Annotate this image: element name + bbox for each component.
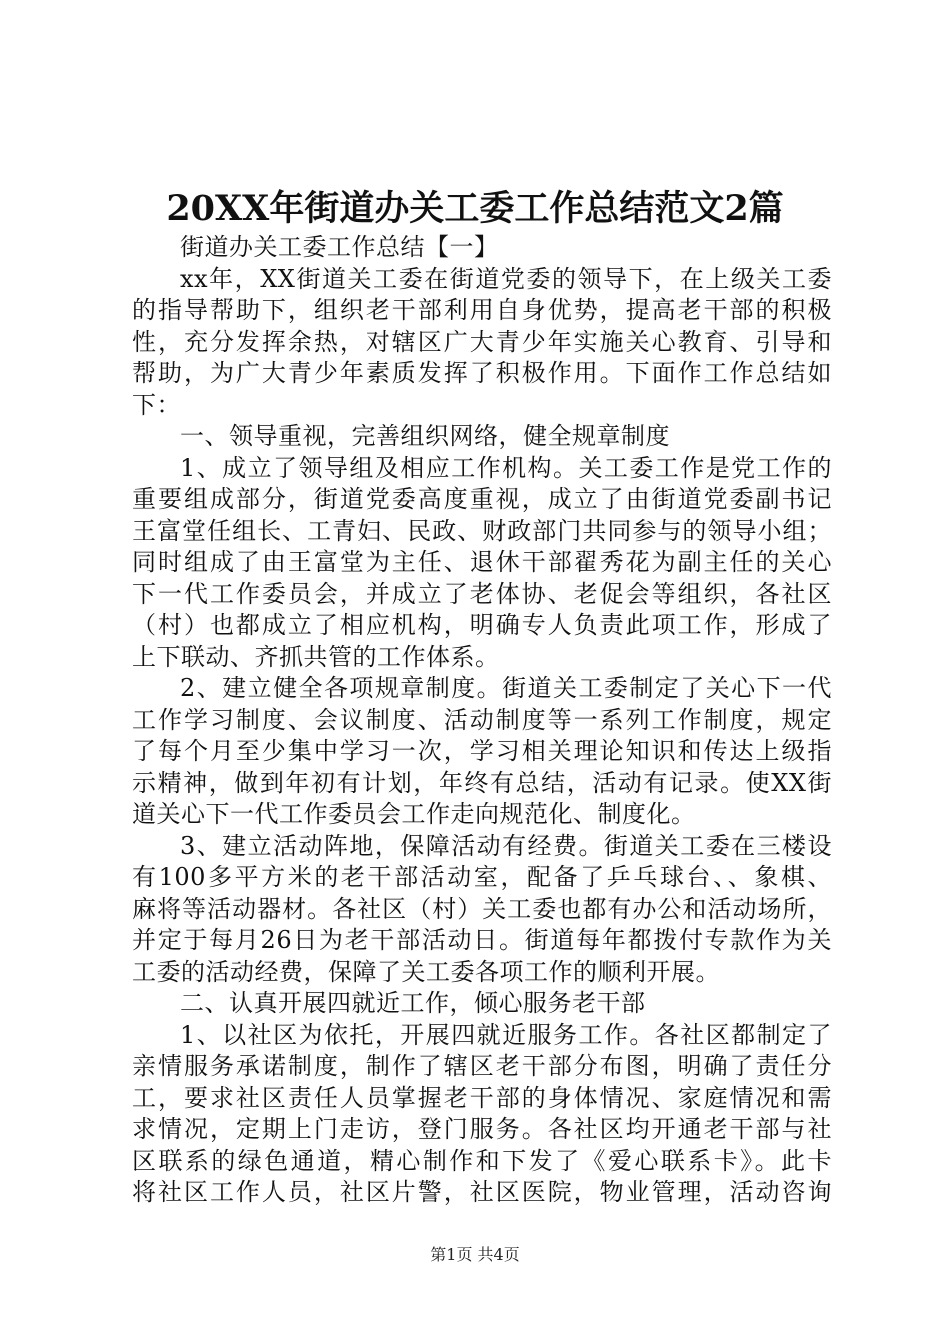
text-line: （村）也都成立了相应机构，明确专人负责此项工作，形成了 (132, 611, 832, 639)
document-body (132, 232, 832, 1209)
text-line: 工作学习制度、会议制度、活动制度等一系列工作制度，规定 (132, 705, 832, 734)
text-line: 示精神，做到年初有计划，年终有总结，活动有记录。使XX街 (132, 768, 832, 797)
text-line: 帮助，为广大青少年素质发挥了积极作用。下面作工作总结如 (132, 359, 832, 387)
text-line: 求情况，定期上门走访，登门服务。各社区均开通老干部与社 (132, 1115, 832, 1143)
text-line: 下： (132, 390, 181, 419)
text-line: 3、建立活动阵地，保障活动有经费。街道关工委在三楼设 (180, 831, 832, 860)
text-line: 二、认真开展四就近工作，倾心服务老干部 (180, 989, 646, 1017)
text-line: 街道办关工委工作总结【一】 (180, 233, 499, 261)
text-line: 亲情服务承诺制度，制作了辖区老干部分布图，明确了责任分 (132, 1052, 832, 1080)
text-line: 了每个月至少集中学习一次，学习相关理论知识和传达上级指 (132, 737, 832, 765)
text-line: 麻将等活动器材。各社区（村）关工委也都有办公和活动场所， (132, 894, 832, 923)
text-line: 上下联动、齐抓共管的工作体系。 (132, 642, 500, 671)
text-line: 2、建立健全各项规章制度。街道关工委制定了关心下一代 (180, 674, 832, 702)
text-line: 并定于每月26日为老干部活动日。街道每年都拨付专款作为关 (132, 926, 832, 954)
text-line: 王富堂任组长、工青妇、民政、财政部门共同参与的领导小组； (132, 516, 832, 545)
text-line: 下一代工作委员会，并成立了老体协、老促会等组织，各社区 (132, 579, 832, 608)
text-line: 有100多平方米的老干部活动室，配备了乒乓球台、、象棋、 (132, 863, 832, 891)
text-line: 重要组成部分，街道党委高度重视，成立了由街道党委副书记 (132, 485, 832, 513)
document-title: 20XX年街道办关工委工作总结范文2篇 (166, 188, 784, 229)
text-line: 的指导帮助下，组织老干部利用自身优势，提高老干部的积极 (132, 296, 832, 324)
text-line: xx年，XX街道关工委在街道党委的领导下，在上级关工委 (180, 264, 832, 293)
text-line: 工，要求社区责任人员掌握老干部的身体情况、家庭情况和需 (132, 1083, 832, 1112)
text-line: 工委的活动经费，保障了关工委各项工作的顺利开展。 (132, 957, 720, 986)
text-line: 区联系的绿色通道，精心制作和下发了《爱心联系卡》。此卡 (132, 1146, 832, 1175)
text-line: 一、领导重视，完善组织网络，健全规章制度 (180, 422, 670, 450)
text-line: 将社区工作人员，社区片警，社区医院，物业管理，活动咨询 (132, 1178, 832, 1206)
text-line: 1、成立了领导组及相应工作机构。关工委工作是党工作的 (180, 453, 832, 482)
text-line: 性，充分发挥余热，对辖区广大青少年实施关心教育、引导和 (132, 327, 832, 356)
text-line: 道关心下一代工作委员会工作走向规范化、制度化。 (132, 800, 696, 828)
page-footer: 第1页 共4页 (430, 1245, 520, 1264)
text-line: 1、以社区为依托，开展四就近服务工作。各社区都制定了 (180, 1020, 832, 1049)
text-line: 同时组成了由王富堂为主任、退休干部翟秀花为副主任的关心 (132, 548, 832, 576)
